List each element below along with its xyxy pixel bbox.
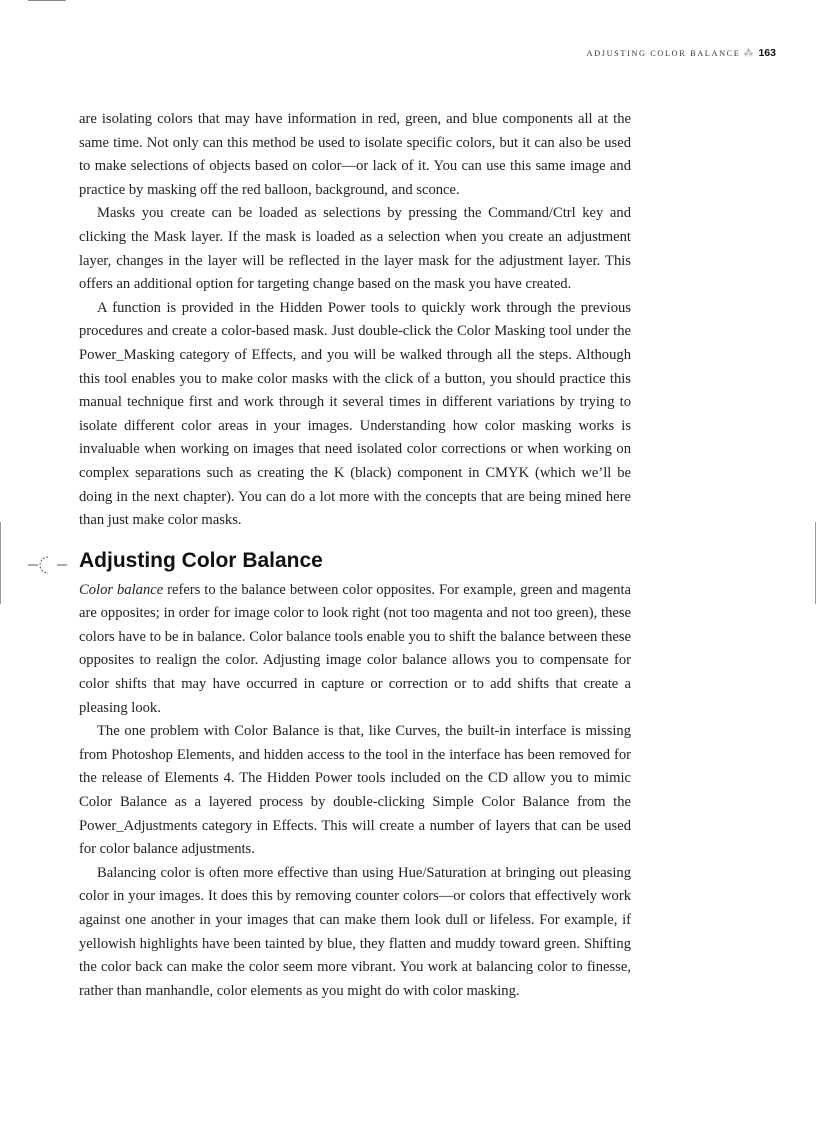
section-marker-icon: [28, 555, 68, 575]
running-head: [587, 47, 776, 59]
paragraph-5: The one problem with Color Balance is that, like Curves, the built-in interface is missing from Photoshop Elements, and hidden access to the tool in the interface has been removed for the release of Elements 4. The Hidden Power tools included on the CD allow you to mimic Color Balance as a layered process by double-clicking Simple Color Balance from the Power_Adjustments category in Effects. This will create a number of layers that can be used for color balance adjustments.: [79, 723, 631, 858]
paragraph-4-text: refers to the balance between color opposites. For example, green and magenta are opposites; in order for image color to look right (not too magenta and not too green), these colors have to be in balance. Color balance tools enable you to shift the balance between these opposites to realign the color. Adjusting image color balance allows you to compensate for color shifts that may have occurred in capture or correction or to add shifts that create a pleasing look.: [79, 581, 631, 716]
crop-mark-top: [28, 0, 66, 1]
paragraph-3: A function is provided in the Hidden Power tools to quickly work through the previous procedures and create a color-based mask. Just double-click the Color Masking tool under the Power_Masking category of Effects, and you will be walked through all the steps. Although this tool enables you to make color masks with the click of a button, you should practice this manual technique first and work through it several times in different variations by trying to isolate different color areas in your images. Understanding how color masking works is invaluable when working on images that need isolated color corrections or when working on complex separations such as creating the K (black) component in CMYK (which we’ll be doing in the next chapter). You can do a lot more with the concepts that are being mined here than just make color masks.: [79, 299, 631, 529]
body-text: [79, 108, 631, 1003]
paragraph-2: Masks you create can be loaded as selections by pressing the Command/Ctrl key and clicking the Mask layer. If the mask is loaded as a selection when you create an adjustment layer, changes in the layer will be reflected in the layer mask for the adjustment layer. This offers an additional option for targeting change based on the mask you have created.: [79, 205, 631, 293]
paragraph-1: are isolating colors that may have information in red, green, and blue components all at the same time. Not only can this method be used to isolate specific colors, but it can also be used to make selections of objects based on color—or lack of it. You can use this same image and practice by masking off the red balloon, background, and sconce.: [79, 111, 631, 198]
page-number: 163: [758, 47, 776, 59]
italic-term: Color balance: [79, 581, 164, 598]
section-title: Adjusting Color Balance: [79, 548, 323, 572]
running-head-section: ADJUSTING COLOR BALANCE: [586, 48, 741, 58]
crop-mark-left: [0, 522, 1, 604]
paragraph-6: Balancing color is often more effective than using Hue/Saturation at bringing out pleasing color in your images. It does this by removing counter colors—or colors that effectively work against one another in your images that can make them look dull or lifeless. For example, if yellowish highlights have been tainted by blue, they flatten and muddy toward green. Shifting the color back can make the color seem more vibrant. You work at balancing color to finesse, rather than manhandle, color elements as you might do with color masking.: [79, 864, 631, 999]
section-heading: [79, 546, 631, 576]
running-head-separator: ⁂: [743, 47, 754, 59]
paragraph-4: [79, 579, 631, 721]
